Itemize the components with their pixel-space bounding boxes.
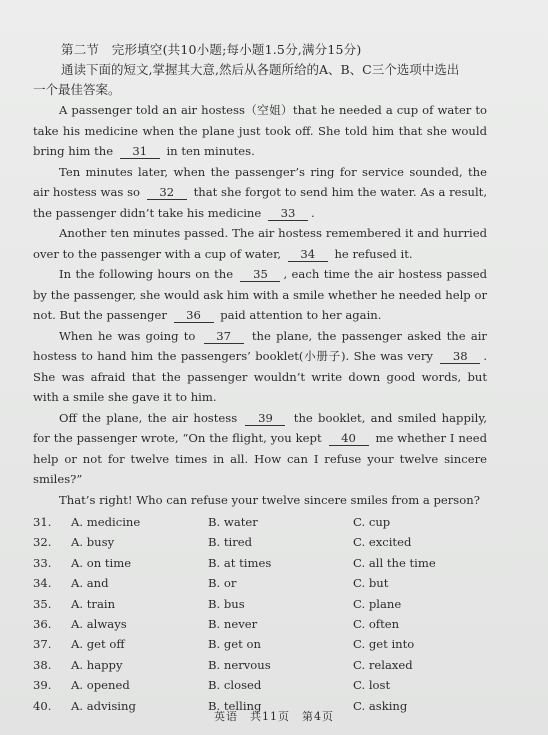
option-c: C. plane <box>353 596 402 611</box>
option-c: C. get into <box>353 637 415 652</box>
option-b: B. tired <box>208 535 253 550</box>
option-b: B. get on <box>208 637 261 652</box>
option-row-34 <box>33 573 487 593</box>
option-row-39 <box>33 675 487 695</box>
blank-31: 31 <box>120 144 160 159</box>
option-a: A. busy <box>71 535 115 550</box>
option-c: C. but <box>353 576 389 591</box>
blank-40: 40 <box>329 431 369 446</box>
option-row-31 <box>33 512 487 532</box>
option-row-35 <box>33 594 487 614</box>
option-a: A. medicine <box>71 515 141 529</box>
option-row-32 <box>33 532 487 552</box>
blank-38: 38 <box>440 349 480 364</box>
option-c: C. cup <box>353 515 391 529</box>
option-b: B. never <box>208 616 258 631</box>
paragraph-1: A passenger told an air hostess（空姐）that he needed a cup of water to take his medicine when the plane just took off. She told him that she would bring him the 31 in ten minutes. <box>33 103 487 158</box>
option-c: C. excited <box>353 535 412 550</box>
option-row-33 <box>33 553 487 573</box>
blank-32: 32 <box>147 185 187 200</box>
question-number: 31. <box>33 515 52 529</box>
blank-37: 37 <box>204 329 244 344</box>
answer-options <box>33 512 487 716</box>
option-b: B. at times <box>208 555 272 570</box>
option-a: A. on time <box>71 555 132 570</box>
question-number: 35. <box>33 596 52 611</box>
option-row-37 <box>33 634 487 654</box>
question-number: 38. <box>33 657 52 672</box>
paragraph-6: Off the plane, the air hostess 39 the booklet, and smiled happily, for the passenger wrote, “On the flight, you kept 40 me whether I need help or not for twelve times in all. How can I refuse your twelve sincere smiles?” <box>33 410 488 486</box>
option-c: C. all the time <box>353 555 436 570</box>
blank-33: 33 <box>268 206 308 221</box>
option-b: B. telling <box>208 698 262 713</box>
option-c: C. asking <box>353 698 408 713</box>
option-b: B. water <box>208 515 258 529</box>
blank-34: 34 <box>288 247 328 262</box>
option-a: A. opened <box>71 678 130 693</box>
option-c: C. lost <box>353 678 391 693</box>
option-a: A. get off <box>71 637 125 652</box>
option-b: B. nervous <box>208 657 271 672</box>
question-number: 36. <box>33 616 52 631</box>
option-c: C. relaxed <box>353 657 413 672</box>
paragraph-3: Another ten minutes passed. The air hostess remembered it and hurried over to the passenger with a cup of water, 34 he refused it. <box>33 226 487 261</box>
page-footer: 英语 共11页 第4页 <box>214 710 334 723</box>
blank-36: 36 <box>174 308 214 323</box>
cloze-section <box>33 40 487 716</box>
option-row-38 <box>33 655 487 675</box>
option-b: B. closed <box>208 678 262 693</box>
blank-35: 35 <box>240 267 280 282</box>
paragraph-7: That’s right! Who can refuse your twelve sincere smiles from a person? <box>59 492 480 507</box>
option-b: B. or <box>208 576 237 591</box>
paragraph-5: When he was going to 37 the plane, the passenger asked the air hostess to hand him the passengers’ booklet(小册子). She was very 38 . She was afraid that the passenger wouldn’t write down good words, but with a smile she gave it to him. <box>33 328 487 404</box>
option-a: A. train <box>71 596 116 611</box>
section-title: 第二节 完形填空(共10小题;每小题1.5分,满分15分) <box>61 42 362 57</box>
option-a: A. happy <box>71 657 123 672</box>
blank-39: 39 <box>245 411 285 426</box>
option-a: A. always <box>71 616 127 631</box>
paragraph-4: In the following hours on the 35 , each time the air hostess passed by the passenger, she would ask him with a smile whether he needed help or not. But the passenger 36 paid attention to her again. <box>33 267 487 322</box>
question-number: 37. <box>33 637 52 652</box>
question-number: 39. <box>33 678 52 693</box>
paragraph-2: Ten minutes later, when the passenger’s ring for service sounded, the air hostess was so 32 that she forgot to send him the water. As a result, the passenger didn’t take his medicine 33 . <box>33 164 488 220</box>
option-a: A. and <box>71 576 109 591</box>
question-number: 34. <box>33 576 52 591</box>
question-number: 33. <box>33 555 52 570</box>
option-b: B. bus <box>208 596 245 611</box>
question-number: 32. <box>33 535 52 550</box>
option-row-36 <box>33 614 487 634</box>
instructions-line-1: 通读下面的短文,掌握其大意,然后从各题所给的A、B、C三个选项中选出 <box>61 62 460 77</box>
question-number: 40. <box>33 698 52 713</box>
instructions-line-2: 一个最佳答案。 <box>33 82 121 97</box>
instructions <box>33 60 487 100</box>
option-c: C. often <box>353 616 400 631</box>
option-a: A. advising <box>71 698 136 713</box>
